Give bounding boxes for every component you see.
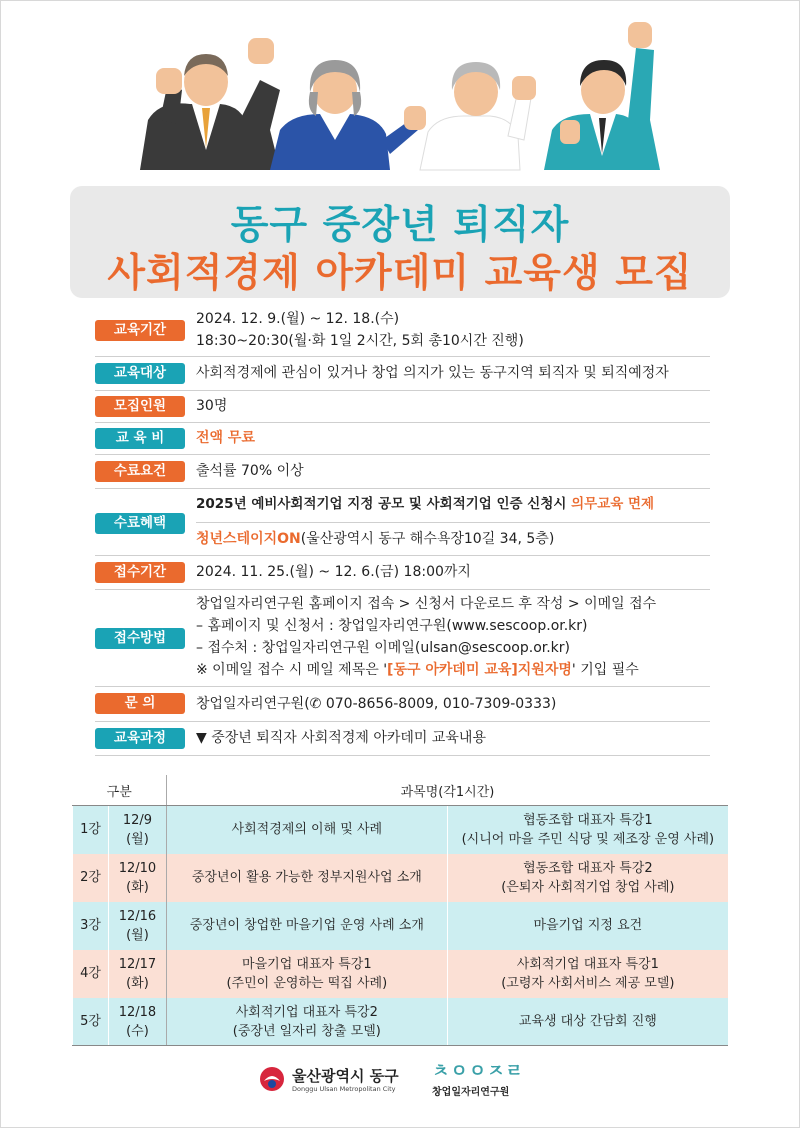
period-label: 교육기간 <box>95 320 185 341</box>
schedule-table <box>72 775 728 1046</box>
apply-period-value: 2024. 11. 25.(월) ~ 12. 6.(금) 18:00까지 <box>196 564 471 580</box>
target-label: 교육대상 <box>95 363 185 384</box>
donggu-name: 울산광역시 동구 <box>292 1067 399 1085</box>
lecture-date <box>108 854 166 902</box>
apply-period-row <box>95 556 710 590</box>
benefit-line1-highlight: 의무교육 면제 <box>571 496 655 512</box>
subject-a-line1: 마을기업 대표자 특강1 <box>242 956 372 972</box>
lecture-date <box>108 806 166 854</box>
sescoop-name: 창업일자리연구원 <box>432 1087 510 1098</box>
lecture-date-day: 12/17 <box>118 956 157 972</box>
fee-row <box>95 423 710 455</box>
person-suit-man-illustration <box>140 38 280 170</box>
lecture-date-weekday: (수) <box>126 1023 149 1039</box>
benefit-line1-text: 2025년 예비사회적기업 지정 공모 및 사회적기업 인증 신청시 <box>196 496 572 512</box>
lecture-subject-b <box>447 998 728 1046</box>
title-box <box>70 186 730 298</box>
lecture-date-weekday: (화) <box>126 879 149 895</box>
period-line1: 2024. 12. 9.(월) ~ 12. 18.(수) <box>196 311 400 327</box>
course-value: ▼ 중장년 퇴직자 사회적경제 아카데미 교육내용 <box>196 730 486 746</box>
sescoop-mark: ㅊㅇㅇㅈㄹ <box>432 1061 524 1082</box>
lecture-date <box>108 998 166 1046</box>
header-gubun: 구분 <box>73 775 167 806</box>
subject-b-line2: (시니어 마을 주민 식당 및 제조장 운영 사례) <box>461 831 715 847</box>
benefit-line2-highlight: 청년스테이지ON <box>196 531 301 547</box>
lecture-subject-b <box>447 854 728 902</box>
subject-a-line1: 사회적기업 대표자 특강2 <box>235 1004 378 1020</box>
lecture-subject-b <box>447 806 728 854</box>
contact-label: 문 의 <box>95 693 185 714</box>
lecture-subject-a <box>166 902 447 950</box>
contact-row <box>95 687 710 722</box>
contact-value <box>196 693 556 715</box>
period-line2: 18:30~20:30(월·화 1일 2시간, 5회 총10시간 진행) <box>196 333 524 349</box>
course-row <box>95 722 710 756</box>
schedule-bottom-border <box>72 1045 728 1046</box>
header-subject: 과목명(각1시간) <box>166 775 728 806</box>
benefit-row <box>95 489 710 556</box>
completion-row <box>95 455 710 489</box>
contact-phones: 070-8656-8009, 010-7309-0333) <box>321 696 557 712</box>
subject-a-line2: (중장년 일자리 창출 모델) <box>232 1023 381 1039</box>
lecture-subject-a <box>166 806 447 854</box>
apply-period-label: 접수기간 <box>95 562 185 583</box>
title-line2: 사회적경제 아카데미 교육생 모집 <box>107 251 693 296</box>
course-label: 교육과정 <box>95 728 185 749</box>
lecture-subject-b <box>447 902 728 950</box>
subject-a-line1: 중장년이 활용 가능한 정부지원사업 소개 <box>191 870 422 885</box>
apply-method-line4-pre: ※ 이메일 접수 시 메일 제목은 ' <box>196 662 388 678</box>
benefit-line2-text: (울산광역시 동구 해수욕장10길 34, 5층) <box>300 531 555 547</box>
period-row <box>95 306 710 357</box>
completion-label: 수료요건 <box>95 461 185 482</box>
apply-method-label: 접수방법 <box>95 628 185 649</box>
lecture-subject-a <box>166 950 447 998</box>
lecture-number: 4강 <box>73 950 109 998</box>
apply-method-line2: – 홈페이지 및 신청서 : 창업일자리연구원(www.sescoop.or.kr) <box>196 618 588 634</box>
lecture-date-day: 12/10 <box>118 860 157 876</box>
target-value: 사회적경제에 관심이 있거나 창업 의지가 있는 동구지역 퇴직자 및 퇴직예정자 <box>196 365 669 381</box>
benefit-line1 <box>196 493 654 515</box>
subject-a-line2: (주민이 운영하는 떡집 사례) <box>226 975 388 991</box>
recruit-label: 모집인원 <box>95 396 185 417</box>
lecture-date <box>108 902 166 950</box>
lecture-date-weekday: (화) <box>126 975 149 991</box>
schedule-header-row <box>73 775 729 806</box>
person-teal-man-illustration <box>544 22 660 170</box>
lecture-date-day: 12/16 <box>118 908 157 924</box>
apply-method-row <box>95 590 710 687</box>
subject-a-line1: 중장년이 창업한 마을기업 운영 사례 소개 <box>189 918 424 933</box>
apply-method-line4-post: ' 기입 필수 <box>571 662 639 678</box>
subject-a-line1: 사회적경제의 이해 및 사례 <box>231 822 383 838</box>
lecture-date-weekday: (월) <box>126 927 149 943</box>
sescoop-logo <box>432 1057 532 1101</box>
lecture-number: 1강 <box>73 806 109 854</box>
subject-b-line1: 협동조합 대표자 특강1 <box>523 812 653 828</box>
benefit-label: 수료혜택 <box>95 513 185 534</box>
schedule-row <box>73 902 729 950</box>
subject-b-line1: 마을기업 지정 요건 <box>533 918 643 933</box>
subject-b-line1: 사회적기업 대표자 특강1 <box>516 956 659 972</box>
benefit-line2 <box>196 528 554 550</box>
donggu-emblem-icon <box>258 1065 286 1093</box>
schedule-row <box>73 854 729 902</box>
lecture-date-weekday: (월) <box>126 831 149 847</box>
phone-icon: ✆ <box>309 696 322 712</box>
completion-value: 출석률 70% 이상 <box>196 463 304 479</box>
apply-method-line4-highlight: [동구 아카데미 교육]지원자명 <box>387 662 572 678</box>
lecture-date-day: 12/9 <box>122 812 153 828</box>
fee-label: 교 육 비 <box>95 428 185 449</box>
schedule-row <box>73 806 729 854</box>
lecture-subject-a <box>166 854 447 902</box>
recruit-value: 30명 <box>196 398 228 414</box>
subject-b-line2: (은퇴자 사회적기업 창업 사례) <box>501 879 675 895</box>
lecture-subject-b <box>447 950 728 998</box>
schedule-row <box>73 998 729 1046</box>
subject-b-line1: 교육생 대상 간담회 진행 <box>518 1014 657 1029</box>
apply-method-line1: 창업일자리연구원 홈페이지 접속 > 신청서 다운로드 후 작성 > 이메일 접수 <box>196 596 657 612</box>
recruit-row <box>95 391 710 423</box>
lecture-number: 3강 <box>73 902 109 950</box>
subject-b-line2: (고령자 사회서비스 제공 모델) <box>501 975 675 991</box>
schedule-row <box>73 950 729 998</box>
footer <box>0 1055 800 1105</box>
lecture-number: 5강 <box>73 998 109 1046</box>
benefit-divider <box>196 522 710 523</box>
person-woman-white-illustration <box>420 62 536 170</box>
lecture-subject-a <box>166 998 447 1046</box>
donggu-name-en: Donggu Ulsan Metropolitan City <box>292 1085 396 1093</box>
lecture-number: 2강 <box>73 854 109 902</box>
fee-value: 전액 무료 <box>196 430 255 446</box>
donggu-logo <box>258 1061 418 1101</box>
target-row <box>95 357 710 391</box>
contact-pre: 창업일자리연구원( <box>196 696 310 712</box>
subject-b-line1: 협동조합 대표자 특강2 <box>523 860 653 876</box>
title-line1: 동구 중장년 퇴직자 <box>230 203 570 248</box>
lecture-date-day: 12/18 <box>118 1004 157 1020</box>
hero-illustration <box>120 20 680 190</box>
lecture-date <box>108 950 166 998</box>
apply-method-line3: – 접수처 : 창업일자리연구원 이메일(ulsan@sescoop.or.kr) <box>196 640 571 656</box>
apply-method-line4 <box>196 659 639 681</box>
person-woman-blue-illustration <box>270 60 426 170</box>
